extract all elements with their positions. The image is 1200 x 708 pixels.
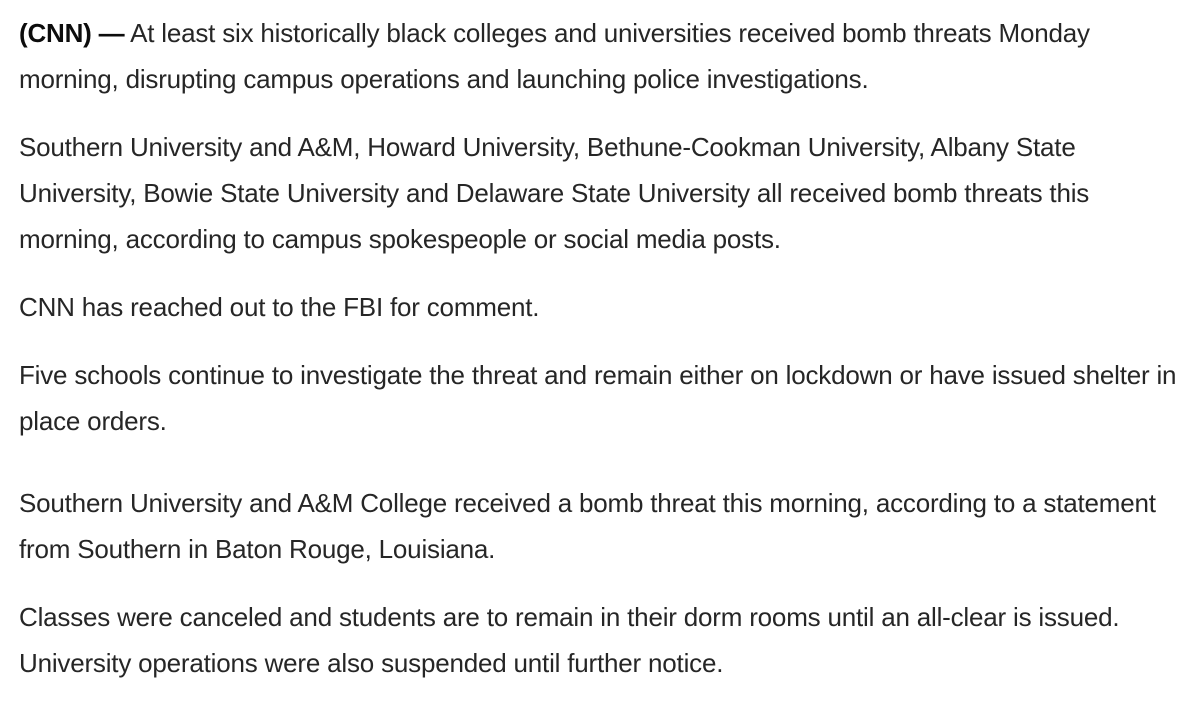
article-paragraph: Five schools continue to investigate the threat and remain either on lockdown or have issued shelter in place orders.: [19, 360, 1177, 436]
article-paragraph: Southern University and A&M College received a bomb threat this morning, according to a statement from Southern in Baton Rouge, Louisiana.: [19, 488, 1156, 564]
article-paragraph: Classes were canceled and students are to remain in their dorm rooms until an all-clear is issued. University operations were also suspended until further notice.: [19, 602, 1120, 678]
article-paragraph-lede: [19, 10, 1191, 102]
lede-text: At least six historically black colleges and universities received bomb threats Monday morning, disrupting campus operations and launching police investigations.: [19, 18, 1090, 94]
source-label: (CNN) —: [19, 18, 125, 48]
article-paragraph: Southern University and A&M, Howard University, Bethune-Cookman University, Albany State University, Bowie State University and Delaware State University all received bomb threats this morning, according to campus spokespeople or social media posts.: [19, 132, 1090, 254]
article-paragraph: CNN has reached out to the FBI for comment.: [19, 292, 540, 322]
article-body: [19, 10, 1191, 708]
